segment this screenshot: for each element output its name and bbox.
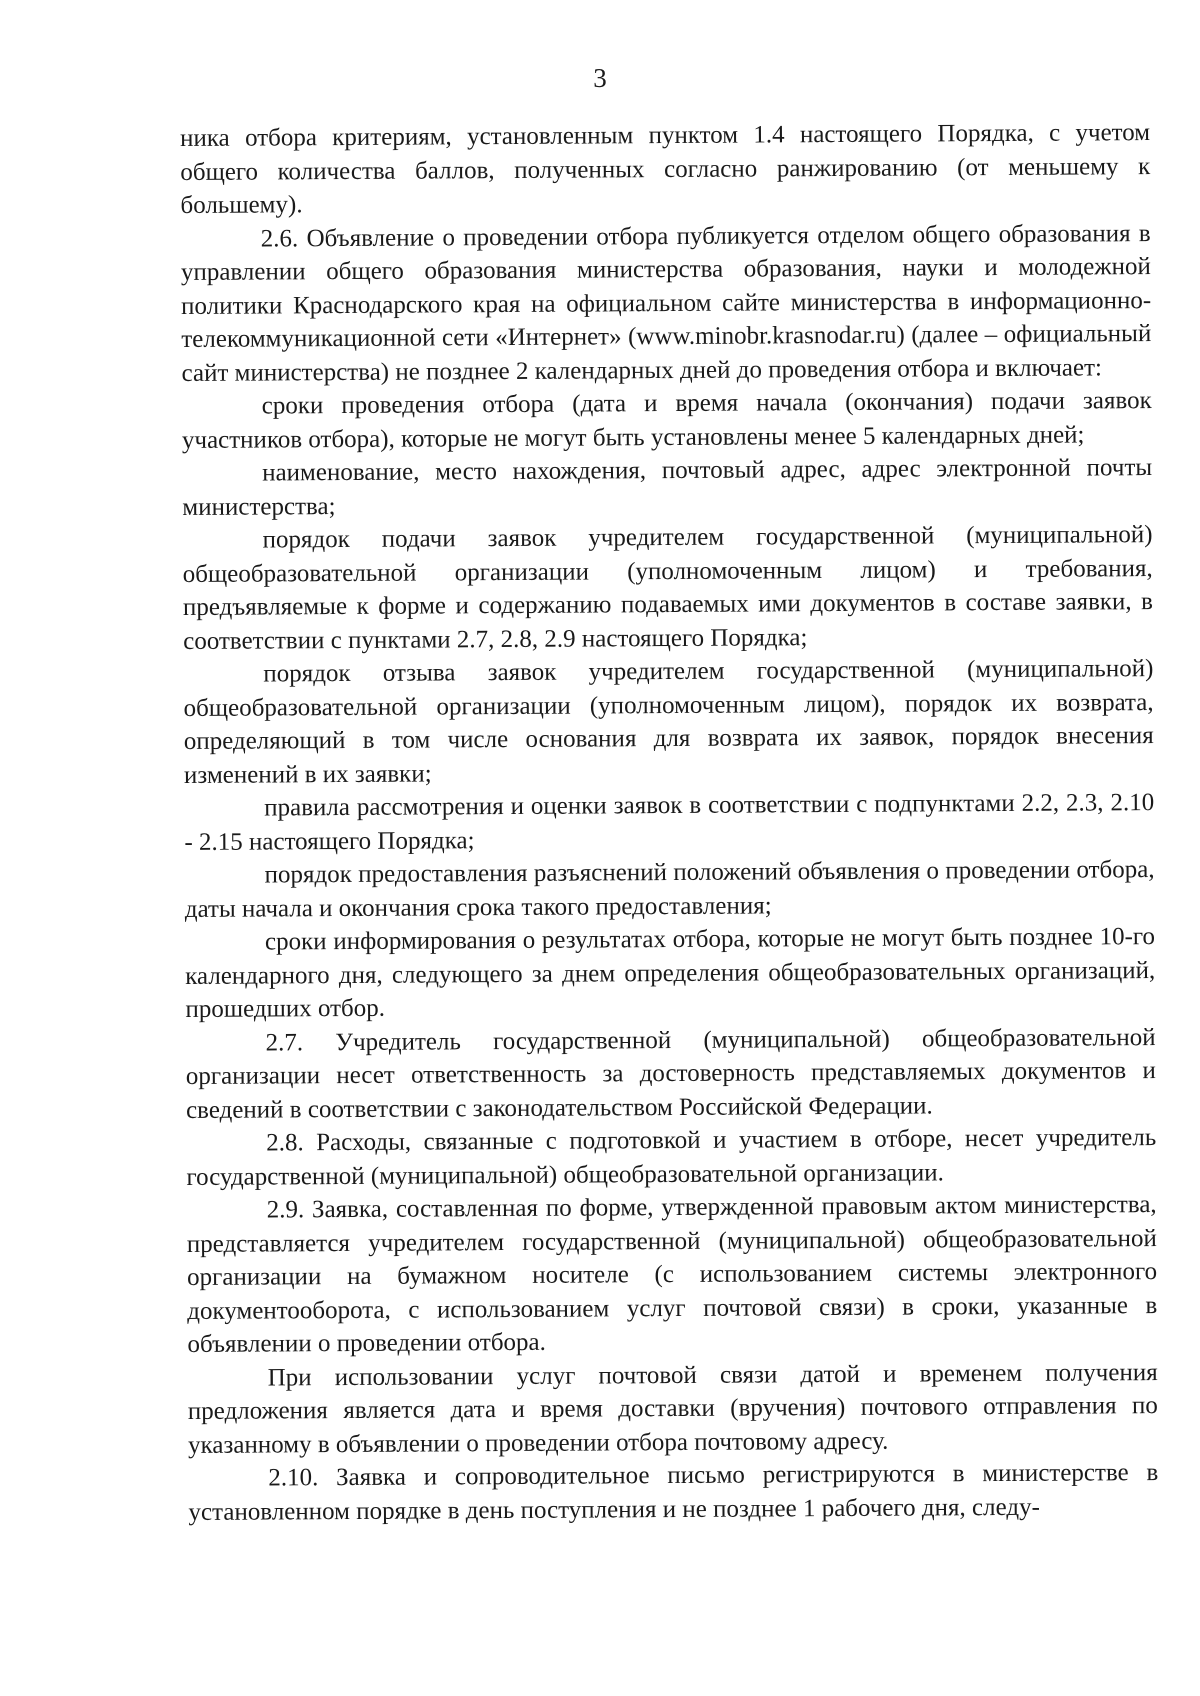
page-number: 3 — [593, 63, 607, 93]
paragraph: сроки информирования о результатах отбора, которые не могут быть позднее 10-го календарного дня, следующего за днем определения общеобразовательных организаций, прошедших отбор. — [185, 923, 1156, 1023]
paragraph: 2.7. Учредитель государственной (муниципальной) общеобразовательной организации несет ответственность за достоверность представляемых документов и сведений в соответствии с законодательством Российской Федерации. — [185, 1023, 1156, 1124]
paragraph: 2.10. Заявка и сопроводительное письмо регистрируются в министерстве в установленном порядке в день поступления и не позднее 1 рабочего дня, следу- — [188, 1459, 1159, 1526]
paragraph: сроки проведения отбора (дата и время начала (окончания) подачи заявок участников отбора), которые не могут быть установлены менее 5 календарных дней; — [181, 387, 1152, 454]
paragraph: правила рассмотрения и оценки заявок в соответствии с подпунктами 2.2, 2.3, 2.10 - 2.15 настоящего Порядка; — [184, 789, 1155, 856]
paragraph: порядок подачи заявок учредителем государственной (муниципальной) общеобразовательной организации (уполномоченным лицом) и требования, предъявляемые к форме и содержанию подаваемых ими документов в составе заявки, в соответствии с пунктами 2.7, 2.8, 2.9 настоящего Порядка; — [182, 521, 1154, 655]
paragraph: порядок предоставления разъяснений положений объявления о проведении отбора, даты начала и окончания срока такого предоставления; — [184, 856, 1155, 923]
document-body — [180, 116, 1159, 1529]
paragraph: 2.6. Объявление о проведении отбора публикуется отделом общего образования в управлении общего образования министерства образования, науки и молодежной политики Краснодарского края на официальном сайте министерства в информационно-телекоммуникационной сети «Интернет» (www.minobr.krasnodar.ru) (далее – официальный сайт министерства) не позднее 2 календарных дней до проведения отбора и включает: — [180, 219, 1152, 387]
paragraph: При использовании услуг почтовой связи датой и временем получения предложения является дата и время доставки (вручения) почтового отправления по указанному в объявлении о проведении отбора почтовому адресу. — [187, 1358, 1158, 1459]
paragraph: ника отбора критериям, установленным пунктом 1.4 настоящего Порядка, с учетом общего количества баллов, полученных согласно ранжированию (от меньшему к большему). — [180, 119, 1151, 219]
paragraph: 2.9. Заявка, составленная по форме, утвержденной правовым актом министерства, представляется учредителем государственной (муниципальной) общеобразовательной организации на бумажном носителе (с использованием системы электронного документооборота, с использованием услуг почтовой связи) в сроки, указанные в объявлении о проведении отбора. — [186, 1191, 1158, 1358]
paragraph: 2.8. Расходы, связанные с подготовкой и участием в отборе, несет учредитель государственной (муниципальной) общеобразовательной организации. — [186, 1124, 1157, 1191]
paragraph: наименование, место нахождения, почтовый адрес, адрес электронной почты министерства; — [182, 454, 1153, 521]
paragraph: порядок отзыва заявок учредителем государственной (муниципальной) общеобразовательной организации (уполномоченным лицом), порядок их возврата, определяющий в том числе основания для возврата их заявок, порядок внесения изменений в их заявки; — [183, 655, 1154, 789]
